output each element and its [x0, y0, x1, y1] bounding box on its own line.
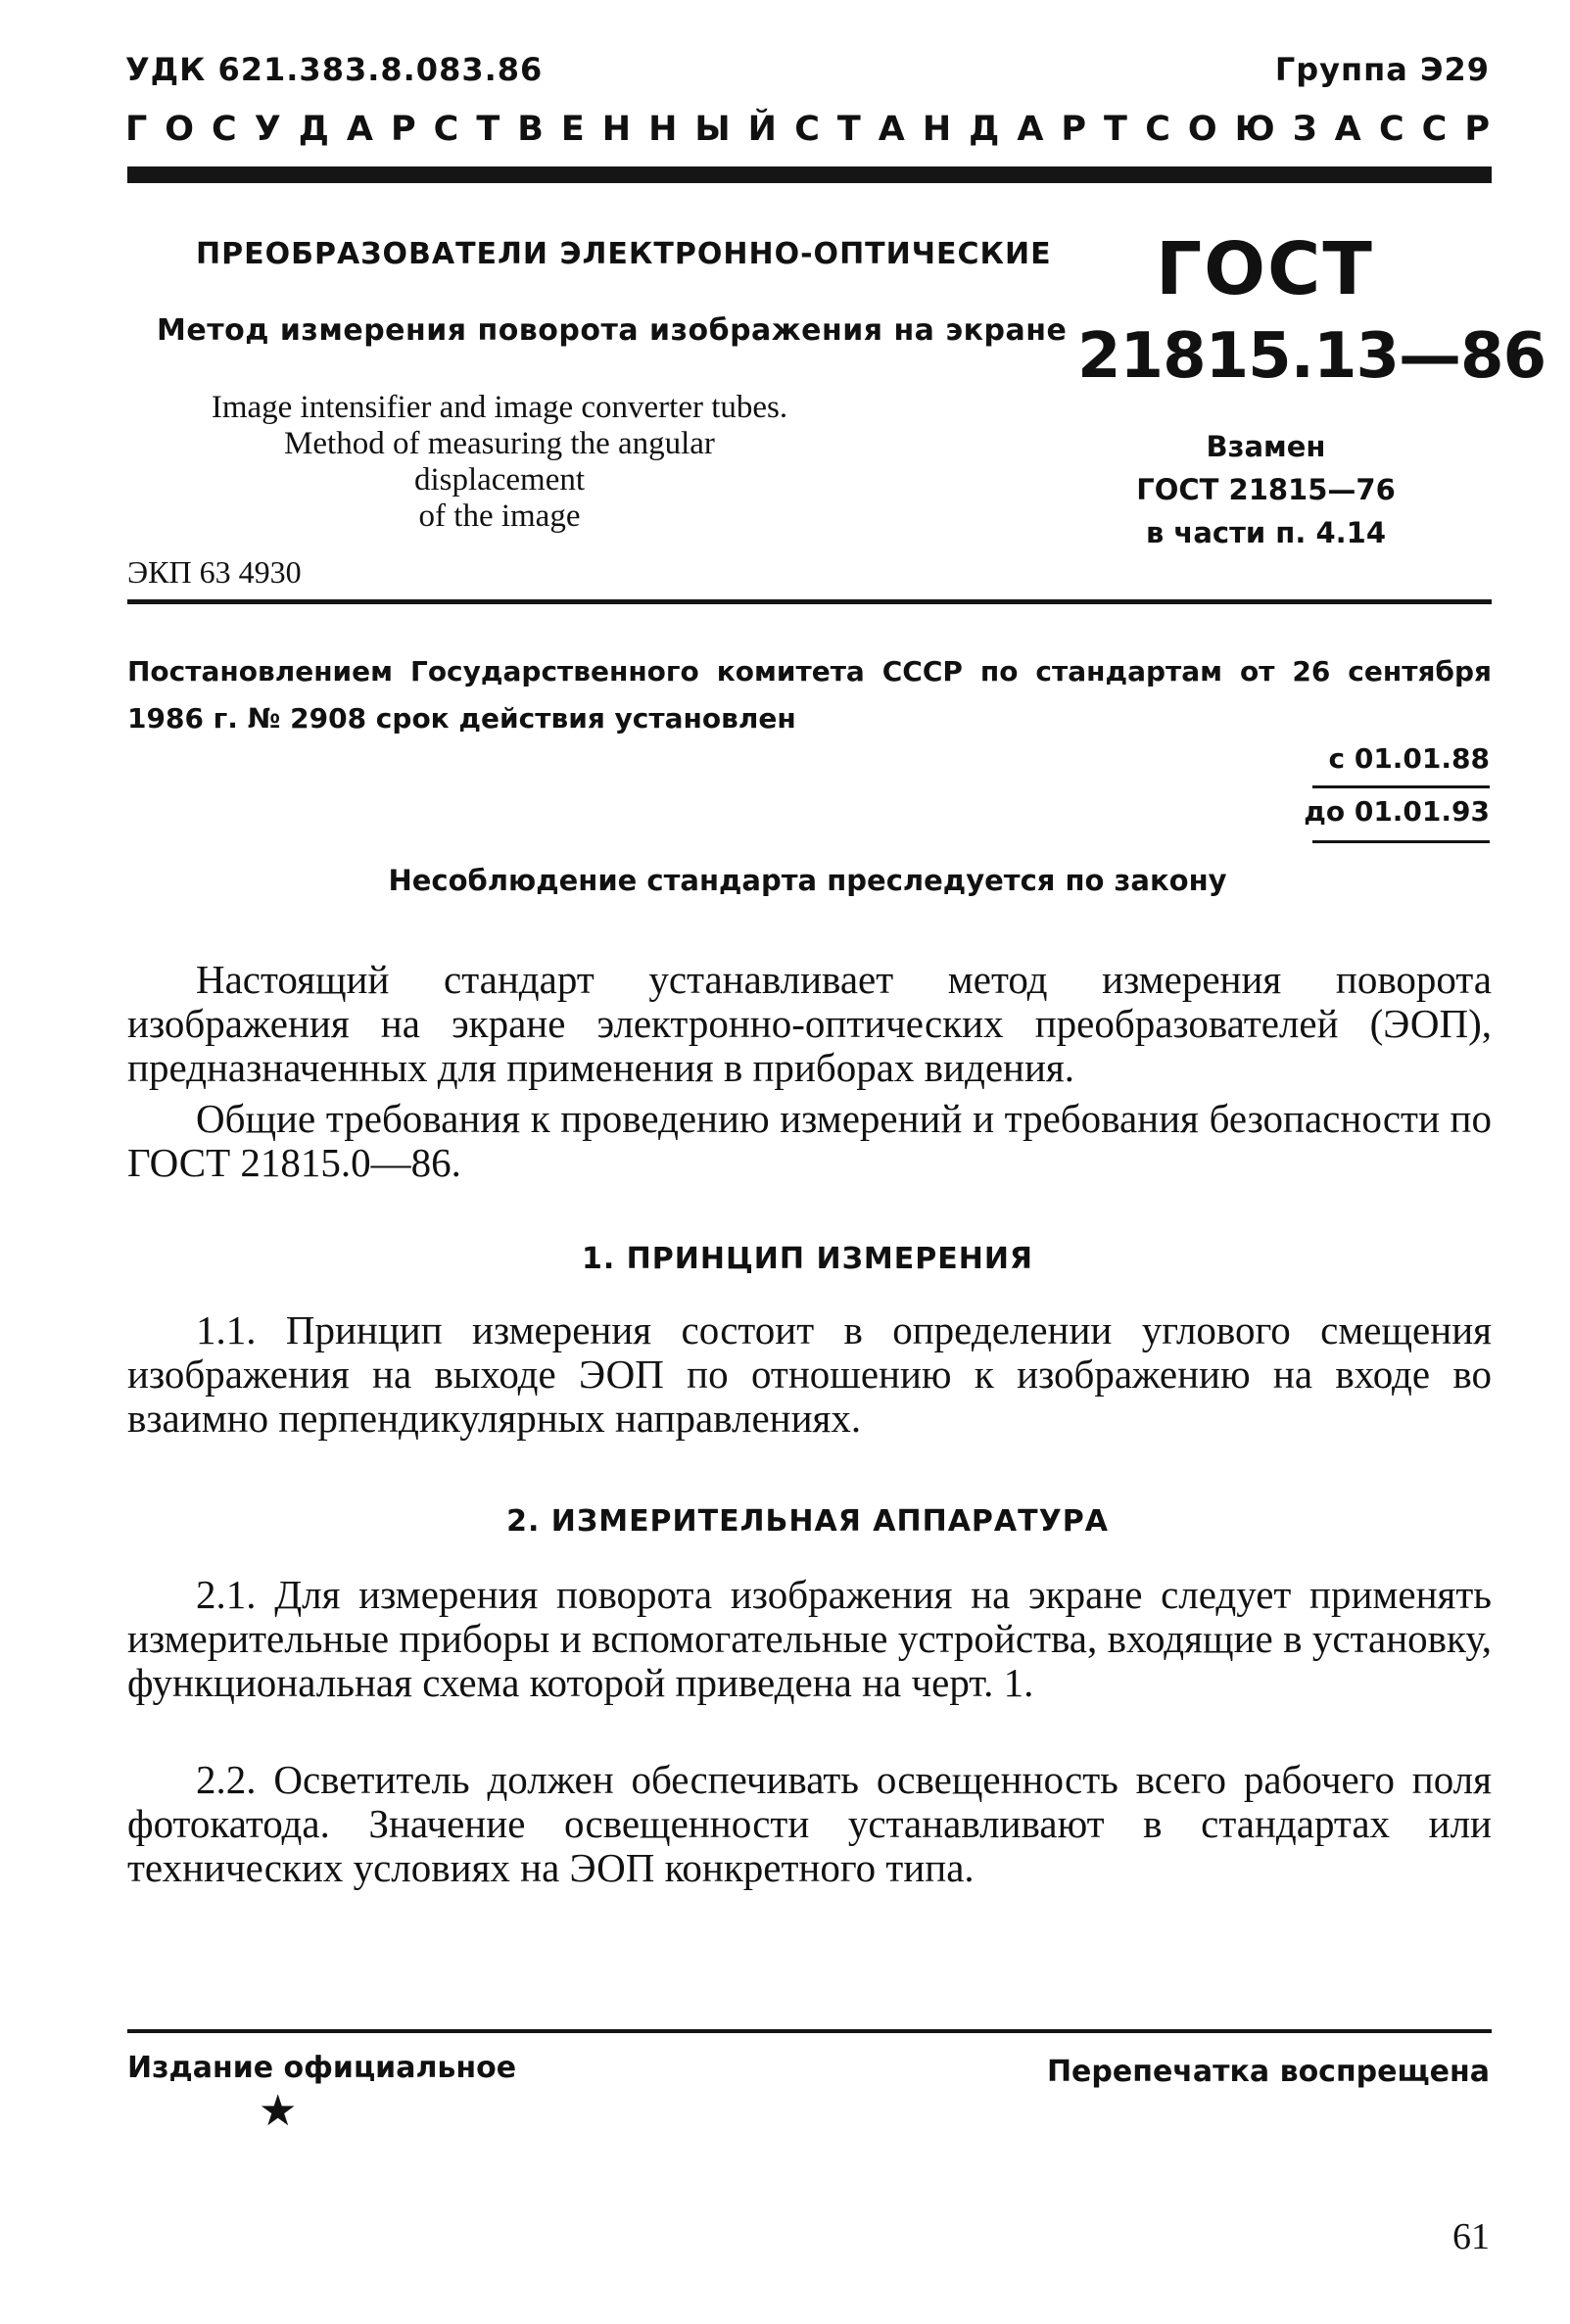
state-standard-word: СТАНДАРТ: [794, 110, 1145, 149]
intro-paragraph: Общие требования к проведению измерений и требования безопасности по ГОСТ 21815.0—86.: [127, 1096, 1492, 1185]
replaces-line: ГОСТ 21815—76: [1136, 473, 1396, 506]
state-standard-heading: [125, 110, 1507, 149]
date-rule: [1312, 840, 1490, 843]
section-heading: 1. ПРИНЦИП ИЗМЕРЕНИЯ: [581, 1242, 1034, 1276]
paragraph: 1.1. Принцип измерения состоит в определении углового смещения изображения на выходе ЭОП по отношению к изображению на входе во взаимно перпендикулярных направлениях.: [127, 1307, 1492, 1441]
state-standard-word: СОЮЗА: [1145, 110, 1379, 149]
replaces-line: Взамен: [1206, 430, 1326, 463]
state-standard-word: ГОСУДАРСТВЕННЫЙ: [125, 110, 794, 149]
ekp-code: ЭКП 63 4930: [127, 554, 302, 590]
nonobservance-notice: Несоблюдение стандарта преследуется по закону: [388, 864, 1227, 897]
reprint-prohibited: Перепечатка воспрещена: [1046, 2055, 1490, 2089]
title-en-line: Method of measuring the angular displacement: [284, 426, 715, 498]
title-ru: ПРЕОБРАЗОВАТЕЛИ ЭЛЕКТРОННО-ОПТИЧЕСКИЕ: [196, 237, 1052, 271]
title-en-line: Image intensifier and image converter tubes.: [211, 390, 788, 425]
star-icon: ★: [259, 2086, 298, 2136]
state-standard-word: ССР: [1378, 110, 1507, 149]
official-edition: Издание официальное: [127, 2051, 517, 2085]
date-to: до 01.01.93: [1304, 795, 1490, 828]
footer-rule: [127, 2029, 1492, 2033]
paragraph: 2.1. Для измерения поворота изображения на экране следует применять измерительные приборы и вспомогательные устройства, входящие в установку, функциональная схема которой приведена на черт. 1.: [127, 1572, 1492, 1705]
title-en: [196, 390, 803, 535]
replaces-line: в части п. 4.14: [1145, 516, 1387, 549]
page-number: 61: [1452, 2216, 1490, 2257]
date-from: с 01.01.88: [1328, 742, 1490, 775]
gost-label: ГОСТ: [1156, 227, 1374, 311]
section-heading: 2. ИЗМЕРИТЕЛЬНАЯ АППАРАТУРА: [506, 1504, 1109, 1539]
gost-number: 21815.13—86: [1077, 320, 1546, 393]
title-en-line: of the image: [418, 498, 581, 534]
paragraph: 2.2. Осветитель должен обеспечивать освещенность всего рабочего поля фотокатода. Значение освещенности устанавливают в стандартах или технических условиях на ЭОП конкретного типа.: [127, 1757, 1492, 1890]
group-code: Группа Э29: [1274, 51, 1490, 88]
top-rule: [127, 166, 1492, 183]
udk-code: УДК 621.383.8.083.86: [125, 51, 544, 88]
replaces-block: [1077, 425, 1454, 554]
date-rule: [1312, 785, 1490, 788]
subtitle-ru: Метод измерения поворота изображения на экране: [157, 313, 1068, 348]
middle-rule: [127, 599, 1492, 604]
intro-paragraph: Настоящий стандарт устанавливает метод измерения поворота изображения на экране электронно-оптических преобразователей (ЭОП), предназначенных для применения в приборах видения.: [127, 957, 1492, 1090]
decree-text: Постановлением Государственного комитета СССР по стандартам от 26 сентября 1986 г. № 2908 срок действия установлен: [127, 655, 1492, 735]
